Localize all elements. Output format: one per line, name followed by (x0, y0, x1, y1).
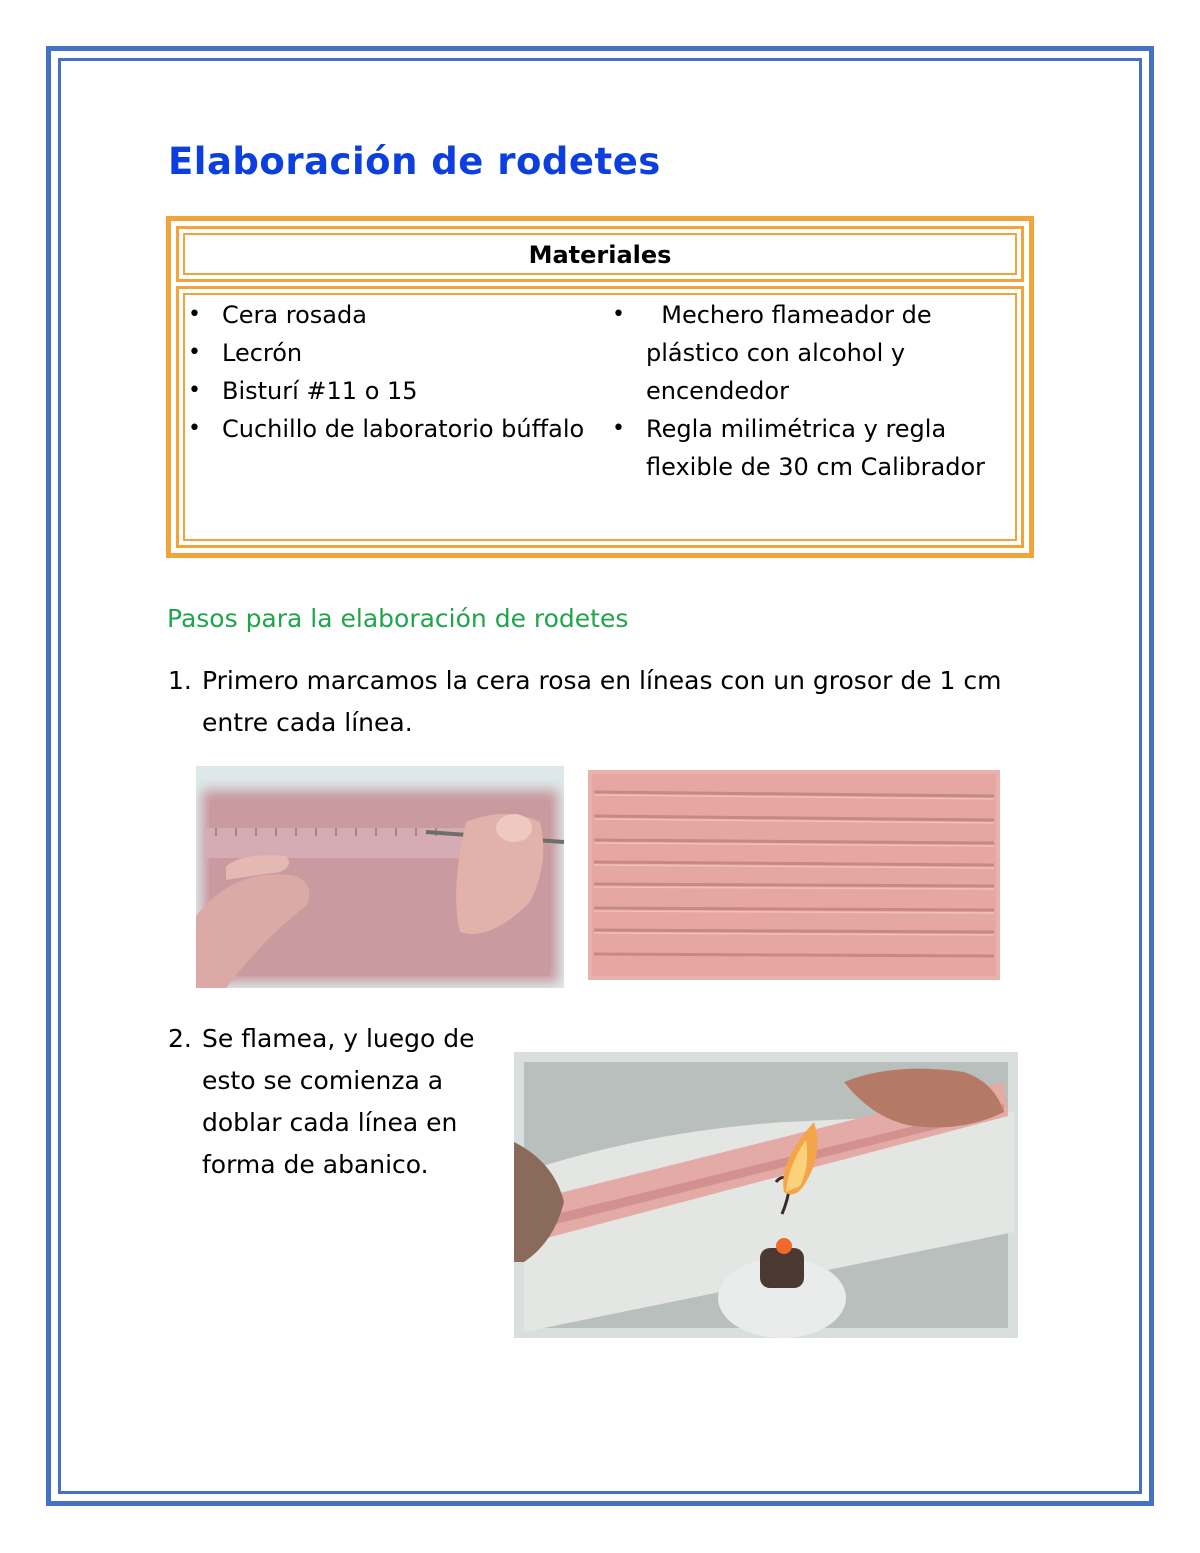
photo-marking-wax (196, 766, 564, 988)
step-text: Primero marcamos la cera rosa en líneas con un grosor de 1 cm entre cada línea. (202, 666, 1002, 737)
step-number: 1. (168, 666, 192, 695)
step-text: Se flamea, y luego de esto se comienza a doblar cada línea en forma de abanico. (202, 1024, 475, 1179)
materials-list-right (610, 296, 1000, 486)
material-item: • Bisturí #11 o 15 (186, 372, 586, 410)
material-item: • Regla milimétrica y regla flexible de 30 cm Calibrador (610, 410, 1000, 486)
material-item: • Lecrón (186, 334, 586, 372)
materials-header-cell (176, 226, 1024, 282)
photo-scored-wax (588, 770, 1000, 980)
page-title: Elaboración de rodetes (168, 140, 661, 183)
materials-list-left (186, 296, 586, 448)
step-number: 2. (168, 1024, 192, 1053)
step-2 (168, 1018, 488, 1186)
steps-heading: Pasos para la elaboración de rodetes (167, 604, 629, 633)
step-1 (168, 660, 1028, 744)
photo-flaming-wax (514, 1052, 1018, 1338)
material-item: • Cera rosada (186, 296, 586, 334)
material-item: • Mechero flameador de plástico con alcohol y encendedor (610, 296, 1000, 410)
material-item: • Cuchillo de laboratorio búffalo (186, 410, 586, 448)
materials-heading: Materiales (528, 241, 672, 269)
